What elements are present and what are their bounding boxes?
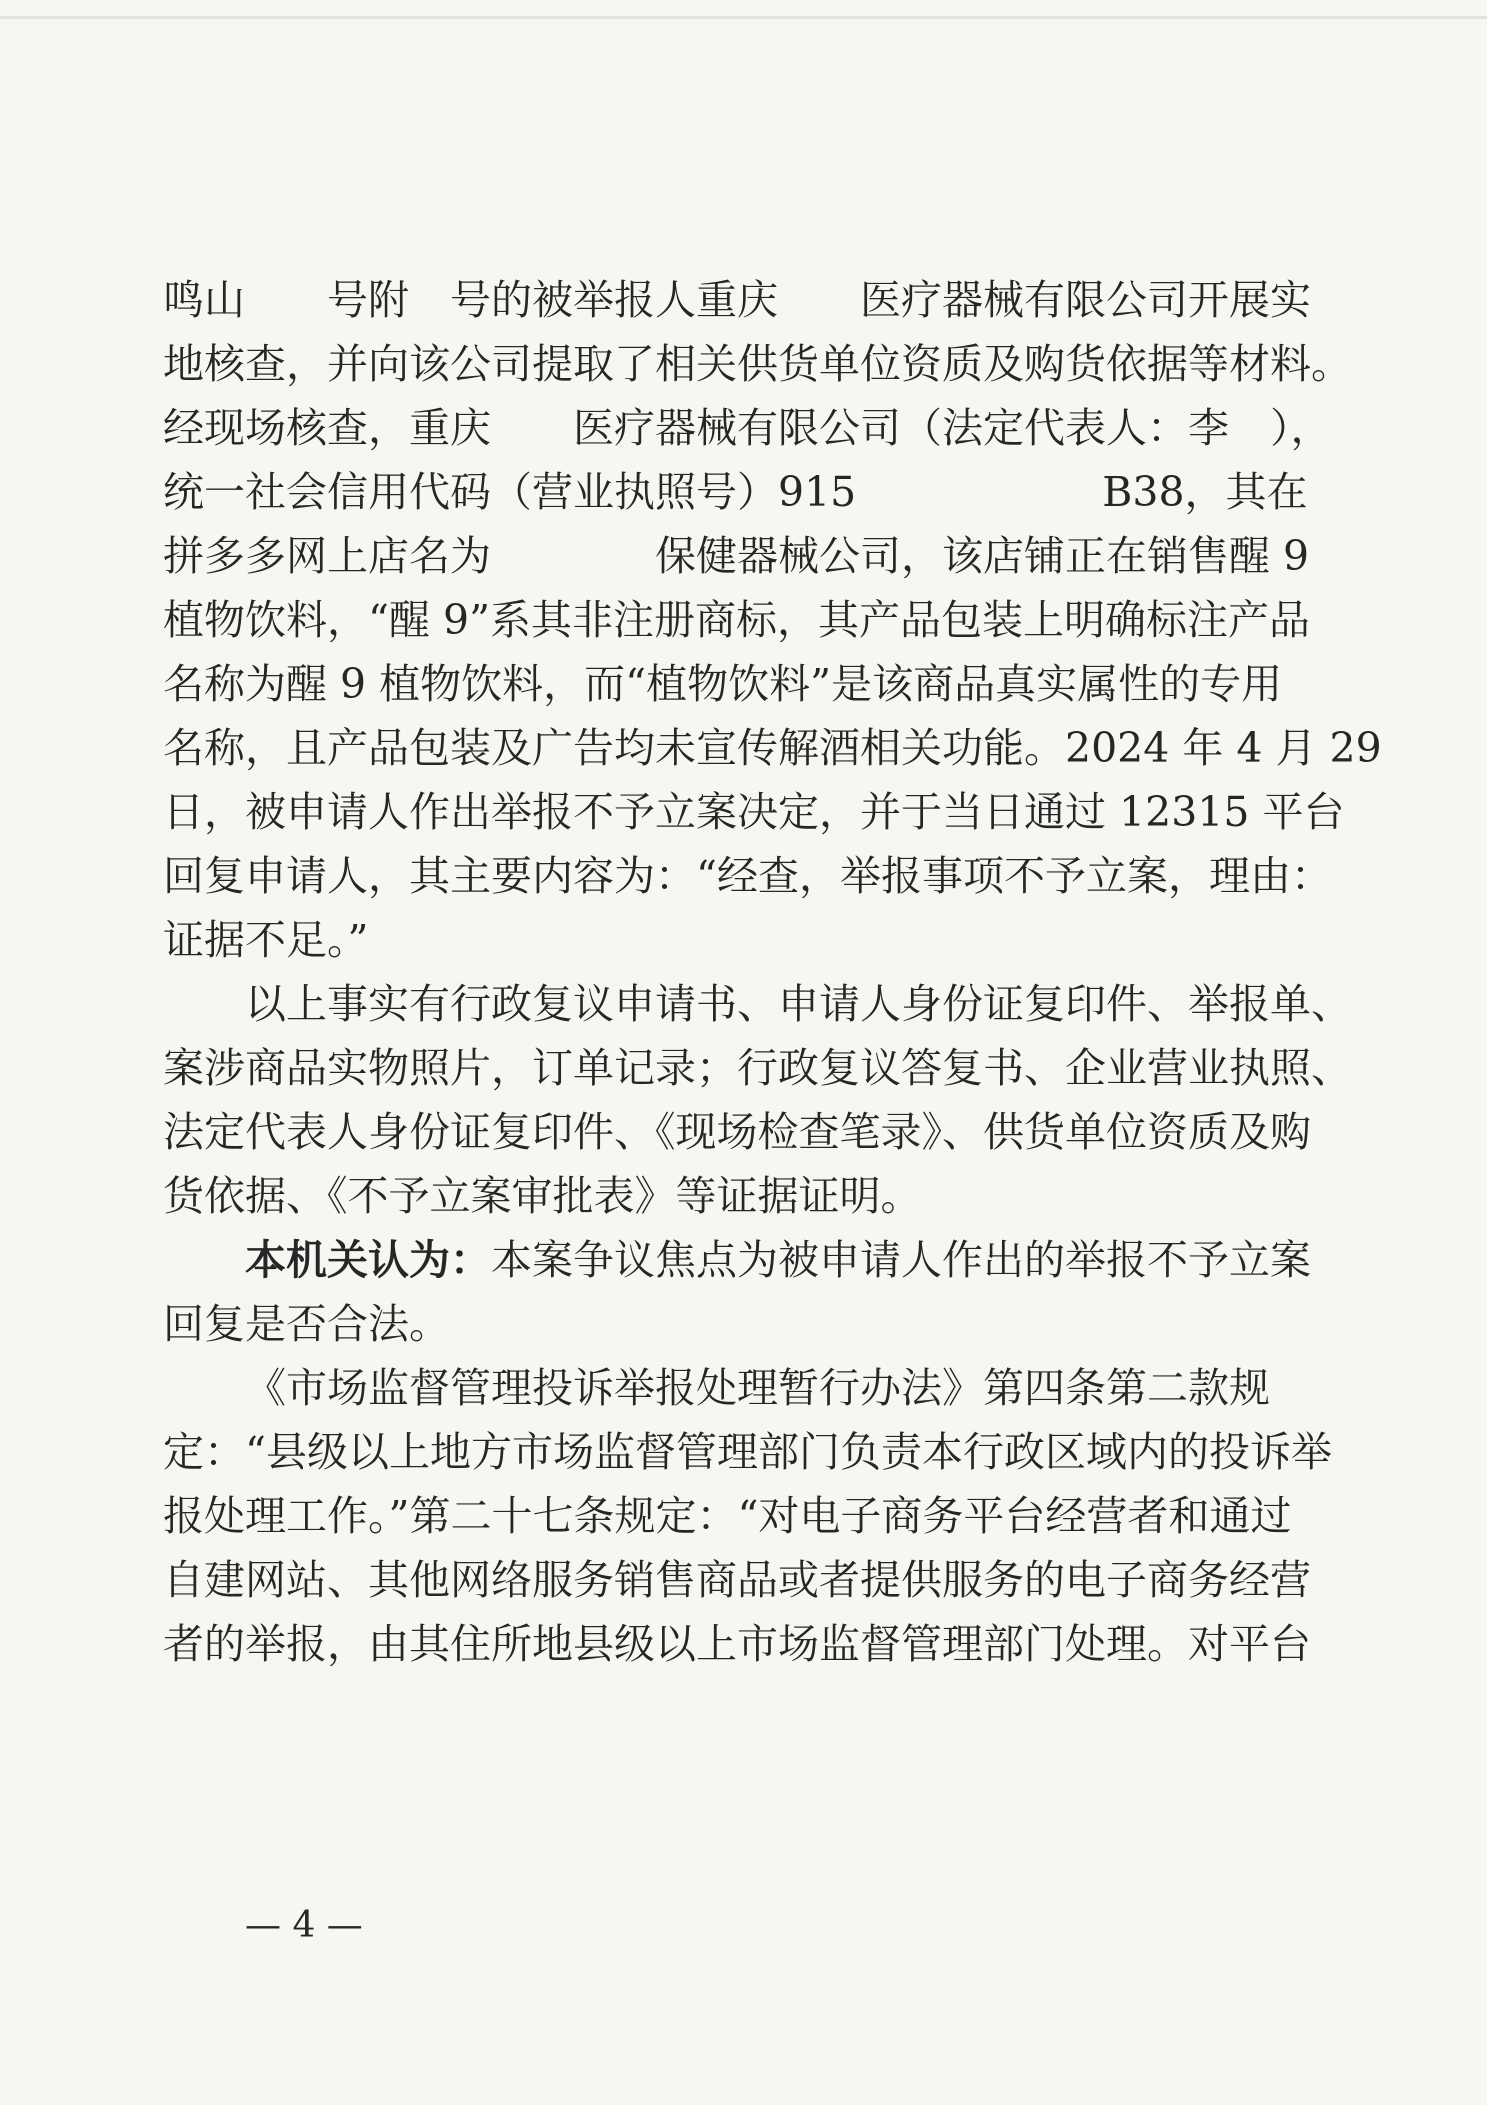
body-line: 证据不足。” <box>163 916 369 964</box>
body-line: 回复申请人，其主要内容为：“经查，举报事项不予立案，理由： <box>163 852 1332 900</box>
opinion-text: 本案争议焦点为被申请人作出的举报不予立案 <box>491 1236 1311 1284</box>
law-line: 报处理工作。”第二十七条规定：“对电子商务平台经营者和通过 <box>163 1492 1292 1540</box>
body-line: 名称为醒 9 植物饮料，而“植物饮料”是该商品真实属性的专用 <box>163 660 1283 708</box>
document-body <box>163 268 1382 1676</box>
law-line: 定：“县级以上地方市场监督管理部门负责本行政区域内的投诉举 <box>163 1428 1332 1476</box>
evidence-line: 案涉商品实物照片，订单记录；行政复议答复书、企业营业执照、 <box>163 1044 1352 1092</box>
body-line: 统一社会信用代码（营业执照号）915 B38，其在 <box>163 468 1308 516</box>
body-line: 拼多多网上店名为 保健器械公司，该店铺正在销售醒 9 <box>163 532 1310 580</box>
body-line: 名称，且产品包装及广告均未宣传解酒相关功能。2024 年 4 月 29 <box>163 724 1382 772</box>
evidence-line: 以上事实有行政复议申请书、申请人身份证复印件、举报单、 <box>245 980 1352 1028</box>
law-line: 自建网站、其他网络服务销售商品或者提供服务的电子商务经营 <box>163 1556 1311 1604</box>
opinion-label: 本机关认为： <box>245 1236 491 1284</box>
evidence-line: 货依据、《不予立案审批表》等证据证明。 <box>163 1172 922 1220</box>
body-line: 日，被申请人作出举报不予立案决定，并于当日通过 12315 平台 <box>163 788 1345 836</box>
body-line: 经现场核查，重庆 医疗器械有限公司（法定代表人：李 ）， <box>163 404 1332 452</box>
page-number: — 4 — <box>245 1905 363 1946</box>
opinion-line <box>163 1228 1311 1292</box>
law-line: 者的举报，由其住所地县级以上市场监督管理部门处理。对平台 <box>163 1620 1311 1668</box>
opinion-line: 回复是否合法。 <box>163 1300 450 1348</box>
body-line: 地核查，并向该公司提取了相关供货单位资质及购货依据等材料。 <box>163 340 1352 388</box>
law-line: 《市场监督管理投诉举报处理暂行办法》第四条第二款规 <box>245 1364 1270 1412</box>
body-line: 鸣山 号附 号的被举报人重庆 医疗器械有限公司开展实 <box>163 276 1311 324</box>
body-line: 植物饮料，“醒 9”系其非注册商标，其产品包装上明确标注产品 <box>163 596 1311 644</box>
scan-edge-line <box>0 16 1487 19</box>
evidence-line: 法定代表人身份证复印件、《现场检查笔录》、供货单位资质及购 <box>163 1108 1311 1156</box>
